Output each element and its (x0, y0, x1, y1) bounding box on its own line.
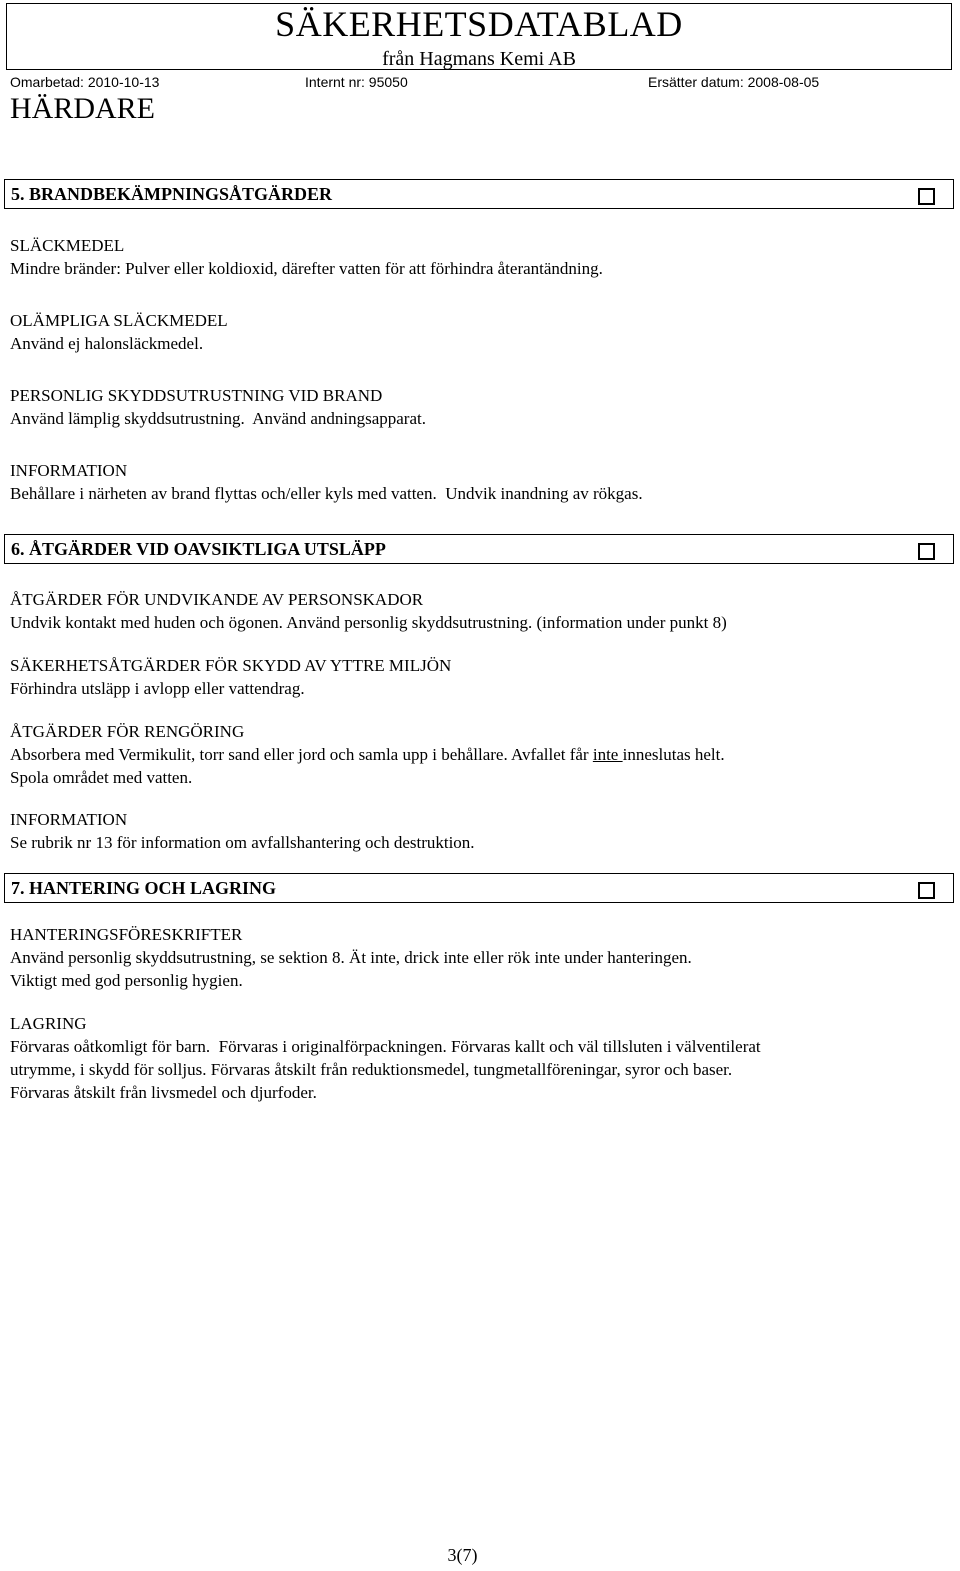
section-7-bar (4, 873, 954, 903)
block-heading: HANTERINGSFÖRESKRIFTER (10, 925, 243, 944)
section-6-title: 6. ÅTGÄRDER VID OAVSIKTLIGA UTSLÄPP (11, 539, 386, 559)
text-part: inneslutas helt. (622, 745, 725, 764)
block-heading: PERSONLIG SKYDDSUTRUSTNING VID BRAND (10, 386, 383, 405)
section-7-checkbox (918, 882, 935, 899)
s5-block-unsuitable (10, 309, 950, 355)
block-text: Behållare i närheten av brand flyttas och/eller kyls med vatten. Undvik inandning av rökgas. (10, 484, 643, 503)
section-5-checkbox (918, 188, 935, 205)
s6-block-personal (10, 588, 950, 634)
block-text: Se rubrik nr 13 för information om avfallshantering och destruktion. (10, 833, 475, 852)
block-text: utrymme, i skydd för solljus. Förvaras åtskilt från reduktionsmedel, tungmetallföreningar, syror och baser. (10, 1060, 733, 1079)
block-heading: INFORMATION (10, 461, 128, 480)
underlined-word: inte (592, 745, 623, 764)
block-heading: SLÄCKMEDEL (10, 236, 125, 255)
page-number: 3(7) (447, 1545, 478, 1565)
block-text: Spola området med vatten. (10, 768, 193, 787)
block-text: Viktigt med god personlig hygien. (10, 971, 243, 990)
s7-block-storage (10, 1012, 950, 1104)
block-heading: ÅTGÄRDER FÖR RENGÖRING (10, 722, 245, 741)
block-text: Mindre bränder: Pulver eller koldioxid, därefter vatten för att förhindra återantändning. (10, 259, 603, 278)
block-text: Förhindra utsläpp i avlopp eller vattendrag. (10, 679, 305, 698)
s5-block-protective (10, 384, 950, 430)
block-text: Använd personlig skyddsutrustning, se sektion 8. Ät inte, drick inte eller rök inte under hanteringen. (10, 948, 692, 967)
product-name: HÄRDARE (10, 92, 156, 125)
s5-block-information (10, 459, 950, 505)
s7-block-handling (10, 923, 950, 992)
block-text: Använd ej halonsläckmedel. (10, 334, 204, 353)
block-heading: SÄKERHETSÅTGÄRDER FÖR SKYDD AV YTTRE MILJÖN (10, 656, 452, 675)
text-part: Absorbera med Vermikulit, torr sand eller jord och samla upp i behållare. Avfallet får (10, 745, 593, 764)
section-7-title: 7. HANTERING OCH LAGRING (11, 878, 277, 898)
block-text (10, 743, 950, 766)
internal-number: Internt nr: 95050 (305, 74, 408, 90)
block-heading: OLÄMPLIGA SLÄCKMEDEL (10, 311, 228, 330)
section-6-checkbox (918, 543, 935, 560)
block-text: Förvaras åtskilt från livsmedel och djurfoder. (10, 1083, 317, 1102)
block-heading: INFORMATION (10, 810, 128, 829)
replaces-date: Ersätter datum: 2008-08-05 (648, 74, 820, 90)
s6-block-cleanup (10, 720, 950, 789)
block-text: Använd lämplig skyddsutrustning. Använd andningsapparat. (10, 409, 426, 428)
s6-block-information (10, 808, 950, 854)
document-title: SÄKERHETSDATABLAD (275, 4, 683, 44)
block-heading: ÅTGÄRDER FÖR UNDVIKANDE AV PERSONSKADOR (10, 590, 424, 609)
section-5-title: 5. BRANDBEKÄMPNINGSÅTGÄRDER (11, 184, 333, 204)
revised-date: Omarbetad: 2010-10-13 (10, 74, 160, 90)
s6-block-environment (10, 654, 950, 700)
block-text: Undvik kontakt med huden och ögonen. Använd personlig skyddsutrustning. (information under punkt 8) (10, 613, 727, 632)
block-text: Förvaras oåtkomligt för barn. Förvaras i originalförpackningen. Förvaras kallt och väl tillsluten i välventilerat (10, 1037, 761, 1056)
document-subtitle: från Hagmans Kemi AB (382, 48, 576, 70)
s5-block-extinguishing (10, 234, 950, 280)
block-heading: LAGRING (10, 1014, 87, 1033)
section-5-bar (4, 179, 954, 209)
section-6-bar (4, 534, 954, 564)
